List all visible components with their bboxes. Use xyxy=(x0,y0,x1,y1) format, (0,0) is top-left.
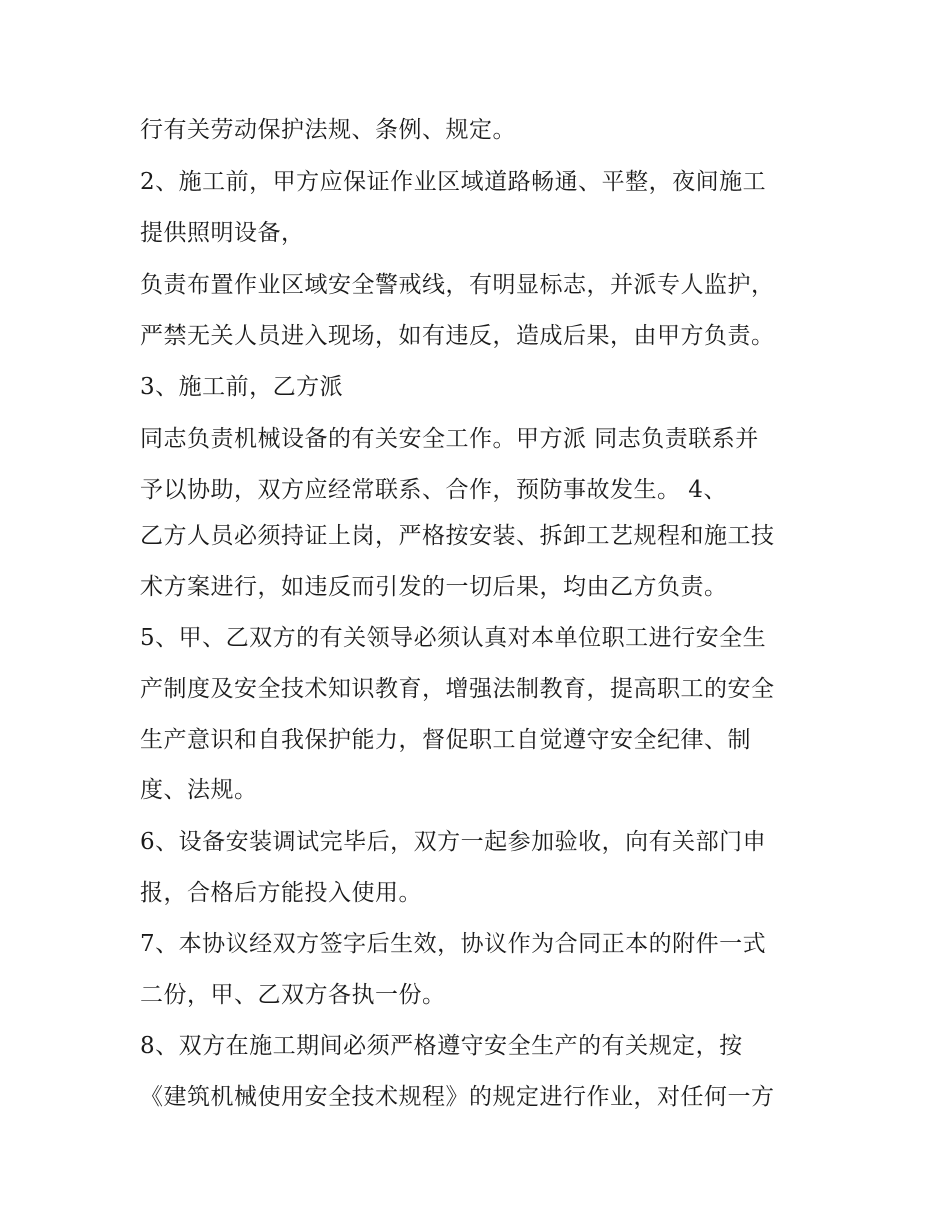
text-line: 2、施工前，甲方应保证作业区域道路畅通、平整，夜间施工 xyxy=(140,169,767,195)
text-line: 度、法规。 xyxy=(140,777,258,803)
text-line: 7、本协议经双方签字后生效，协议作为合同正本的附件一式 xyxy=(140,931,767,957)
text-line: 8、双方在施工期间必须严格遵守安全生产的有关规定，按 xyxy=(140,1033,743,1059)
text-line: 5、甲、乙双方的有关领导必须认真对本单位职工进行安全生 xyxy=(140,625,767,651)
text-line: 严禁无关人员进入现场，如有违反，造成后果，由甲方负责。 xyxy=(140,323,775,349)
text-line: 报，合格后方能投入使用。 xyxy=(140,880,422,906)
text-line: 二份，甲、乙双方各执一份。 xyxy=(140,982,446,1008)
text-line: 予以协助，双方应经常联系、合作，预防事故发生。 4、 xyxy=(140,477,727,503)
text-line: 《建筑机械使用安全技术规程》的规定进行作业，对任何一方 xyxy=(140,1084,775,1110)
text-line: 6、设备安装调试完毕后，双方一起参加验收，向有关部门申 xyxy=(140,829,767,855)
text-line: 同志负责机械设备的有关安全工作。甲方派 同志负责联系并 xyxy=(140,426,759,452)
text-line: 提供照明设备， xyxy=(140,220,305,246)
text-line: 术方案进行，如违反而引发的一切后果，均由乙方负责。 xyxy=(140,574,728,600)
text-line: 负责布置作业区域安全警戒线，有明显标志，并派专人监护， xyxy=(140,272,775,298)
text-line: 3、施工前，乙方派 xyxy=(140,374,344,400)
text-line: 产制度及安全技术知识教育，增强法制教育，提高职工的安全 xyxy=(140,676,775,702)
text-line: 生产意识和自我保护能力，督促职工自觉遵守安全纪律、制 xyxy=(140,727,751,753)
text-line: 乙方人员必须持证上岗，严格按安装、拆卸工艺规程和施工技 xyxy=(140,523,775,549)
text-line: 行有关劳动保护法规、条例、规定。 xyxy=(140,117,516,143)
